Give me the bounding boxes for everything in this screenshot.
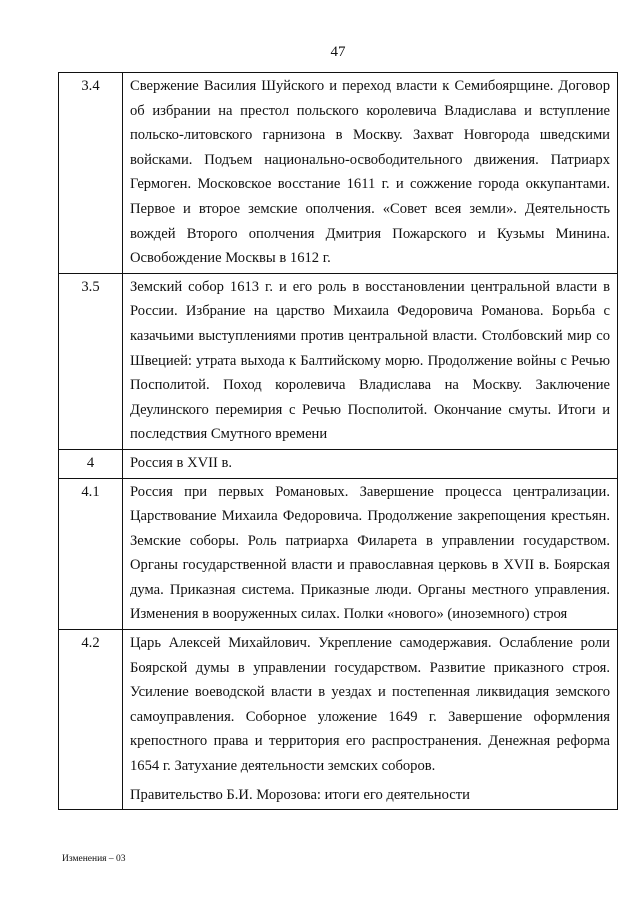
table-row [59, 630, 618, 810]
section-content [123, 478, 618, 630]
section-number: 4.1 [59, 478, 123, 630]
table-row [59, 73, 618, 274]
section-content [123, 449, 618, 478]
table-row [59, 273, 618, 449]
section-number: 4 [59, 449, 123, 478]
section-number: 3.4 [59, 73, 123, 274]
section-content [123, 630, 618, 810]
section-number: 3.5 [59, 273, 123, 449]
table-row [59, 478, 618, 630]
section-paragraph: Правительство Б.И. Морозова: итоги его деятельности [130, 786, 470, 803]
revision-footer: Изменения – 03 [62, 854, 126, 864]
table-row [59, 449, 618, 478]
section-paragraph: Земский собор 1613 г. и его роль в восстановлении центральной власти в России. Избрание на царство Михаила Федоровича Романова. Борьба с казачьими выступлениями против центральной власти. Столбовский мир со Швецией: утрата выхода к Балтийскому морю. Продолжение войны с Речью Посполитой. Поход королевича Владислава на Москву. Заключение Деулинского перемирия с Речью Посполитой. Окончание смуты. Итоги и последствия Смутного времени [130, 278, 610, 443]
section-content [123, 273, 618, 449]
section-paragraph: Царь Алексей Михайлович. Укрепление самодержавия. Ослабление роли Боярской думы в управлении государством. Развитие приказного строя. Усиление воеводской власти в уездах и постепенная ликвидация земского самоуправления. Соборное уложение 1649 г. Завершение оформления крепостного права и территория его распространения. Денежная реформа 1654 г. Затухание деятельности земских соборов. [130, 635, 610, 775]
page-number: 47 [330, 44, 346, 60]
section-number: 4.2 [59, 630, 123, 810]
section-paragraph: Россия в XVII в. [130, 454, 233, 471]
curriculum-table [58, 72, 618, 810]
section-paragraph: Свержение Василия Шуйского и переход власти к Семибоярщине. Договор об избрании на престол польского королевича Владислава и вступление польско-литовского гарнизона в Москву. Захват Новгорода шведскими войсками. Подъем национально-освободительного движения. Патриарх Гермоген. Московское восстание 1611 г. и сожжение города оккупантами. Первое и второе земские ополчения. «Совет всея земли». Деятельность вождей Второго ополчения Дмитрия Пожарского и Кузьмы Минина. Освобождение Москвы в 1612 г. [130, 78, 610, 267]
section-paragraph: Россия при первых Романовых. Завершение процесса централизации. Царствование Михаила Федоровича. Продолжение закрепощения крестьян. Земские соборы. Роль патриарха Филарета в управлении государством. Органы государственной власти и православная церковь в XVII в. Боярская дума. Приказная система. Приказные люди. Органы местного управления. Изменения в вооруженных силах. Полки «нового» (иноземного) строя [130, 483, 610, 623]
section-content [123, 73, 618, 274]
